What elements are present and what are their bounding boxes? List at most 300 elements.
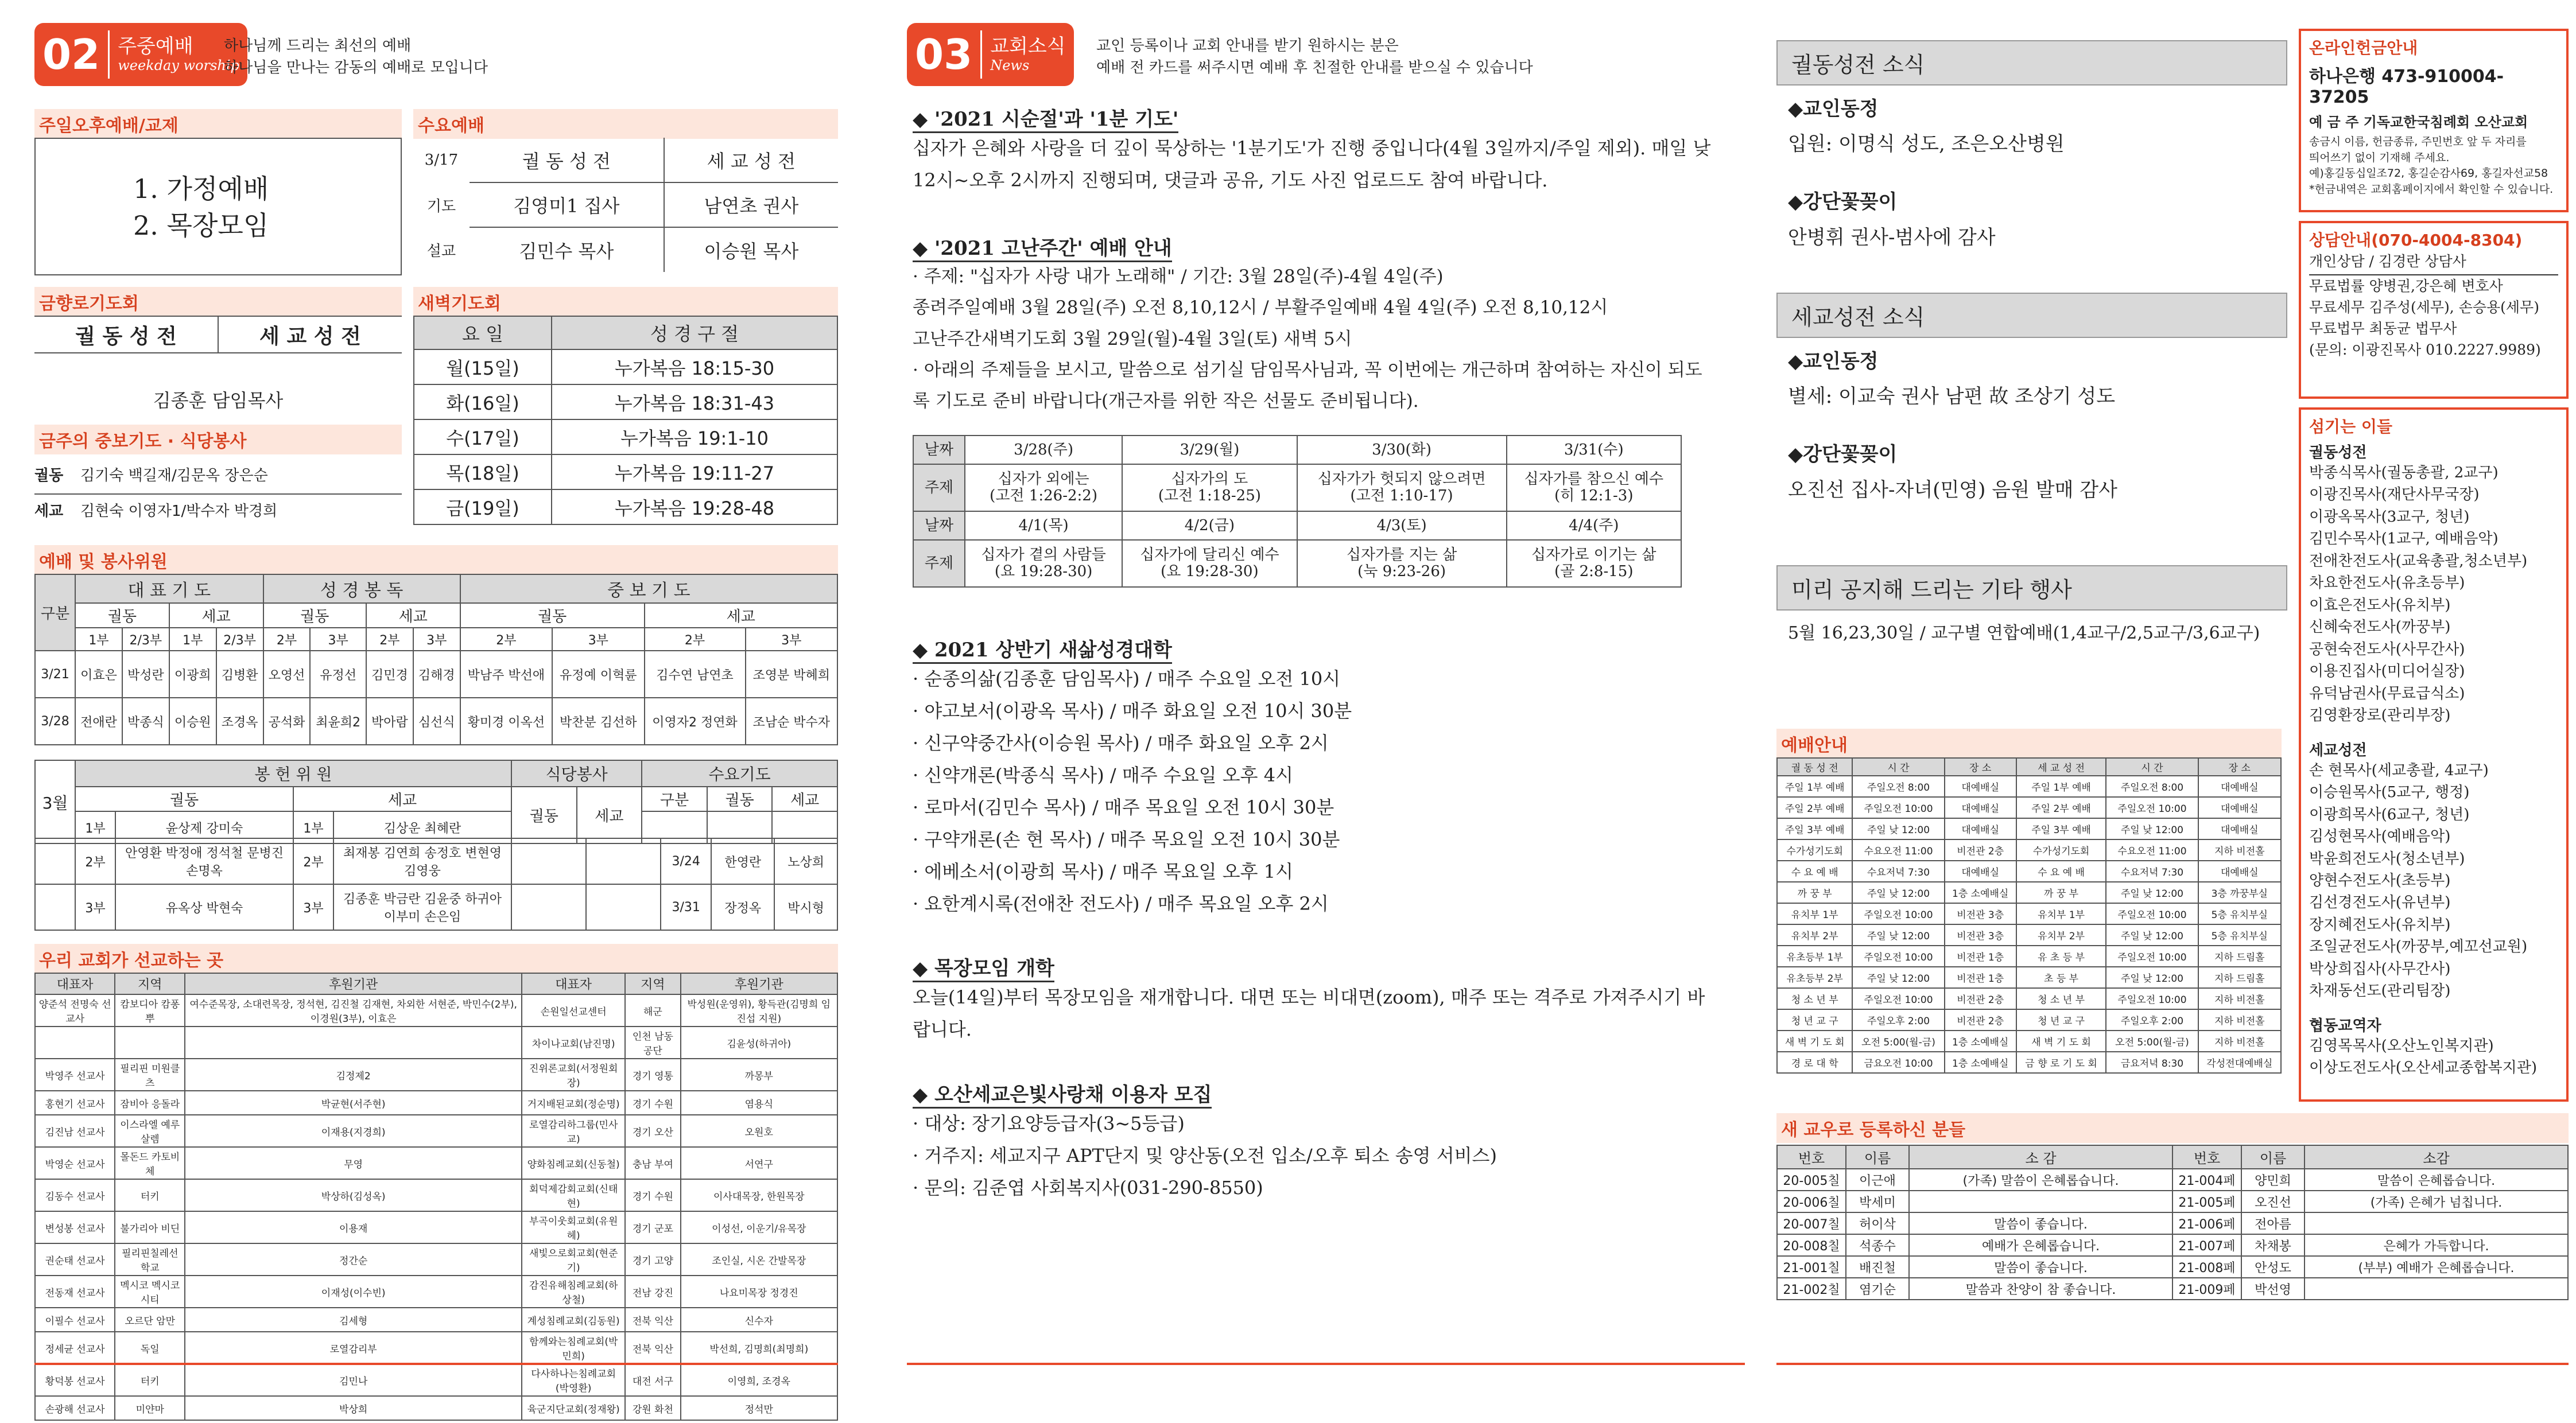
table-cell: 양민희 — [2241, 1169, 2305, 1191]
table-cell: 박균현(서주현) — [185, 1091, 522, 1115]
table-cell: 황덕봉 선교사 — [35, 1364, 115, 1396]
table-cell: 주일오전 10:00 — [1852, 988, 1944, 1009]
list-item: 이광진목사(재단사무국장) — [2309, 486, 2480, 504]
list-item: 차재동선도(관리팀장) — [2309, 982, 2451, 1000]
footer-rule — [34, 1363, 838, 1365]
table-cell: 유치부 1부 — [2016, 903, 2106, 924]
section-intro: 하나님께 드리는 최선의 예배 하나님을 만나는 감동의 예배로 모입니다 — [224, 37, 488, 76]
table-row — [1777, 1278, 2568, 1300]
table-cell: 수요저녁 7:30 — [1852, 861, 1944, 882]
table-cell: 21-006페 — [2172, 1212, 2241, 1234]
table-cell: 정세균 선교사 — [35, 1332, 115, 1364]
table-cell: 여수준목장, 소대련목장, 정석현, 김진철 김재현, 차외한 서현준, 박민수(2부), 이경원(3부), 이효은 — [185, 994, 522, 1027]
page-02 — [34, 11, 838, 1416]
table-cell: 조인실, 시온 간발목장 — [681, 1243, 837, 1276]
table-cell: 지하 비전홀 — [2198, 1009, 2281, 1031]
table-cell: 은혜가 가득합니다. — [2305, 1234, 2568, 1256]
dawn-table: 요 일 성 경 구 절 월(15일) 누가복음 18:15-30 화(16일) 누가복음 18:31-43 수(17일) 누가복음 19:1-10 목(18일) 누가복음 19:11-27 금(19일) 누가복음 19:28-48 — [413, 316, 838, 525]
table-cell: 멕시코 멕시코시티 — [115, 1276, 185, 1308]
lent-title: ◆ '2021 시순절'과 '1분 기도' — [913, 103, 1178, 133]
table-cell: 청 년 교 구 — [1777, 1009, 1852, 1031]
table-cell — [185, 1027, 522, 1059]
table-cell: 나요미목장 정경진 — [681, 1276, 837, 1308]
list-item: · 구약개론(손 현 목사) / 매주 목요일 오전 10시 30분 — [913, 829, 1340, 850]
section-intro: 교인 등록이나 교회 안내를 받기 원하시는 분은 예배 전 카드를 써주시면 예배 후 친절한 안내를 받으실 수 있습니다 — [1096, 37, 1533, 76]
table-cell: 주일 낮 12:00 — [2106, 818, 2198, 839]
table-row — [35, 1243, 837, 1276]
table-cell: 지하 비전홀 — [2198, 1031, 2281, 1052]
table-cell: 로열감리하그룹(민사교) — [522, 1115, 625, 1147]
table-cell: 말씀이 은혜롭습니다. — [2305, 1169, 2568, 1191]
table-cell: 주일오전 8:00 — [2106, 776, 2198, 797]
table-cell: 박선희, 김명희(최명희) — [681, 1332, 837, 1364]
table-cell: 유초등부 2부 — [1777, 967, 1852, 988]
table-cell: 경기 수원 — [625, 1179, 680, 1211]
table-cell — [115, 1027, 185, 1059]
list-item: 전애찬전도사(교육총괄,청소년부) — [2309, 552, 2528, 570]
table-cell: 터키 — [115, 1364, 185, 1396]
table-cell: 20-006칠 — [1777, 1191, 1846, 1212]
table-cell — [2305, 1212, 2568, 1234]
table-cell: 주일오전 8:00 — [1852, 776, 1944, 797]
table-row — [35, 1211, 837, 1243]
mission-header: 우리 교회가 선교하는 곳 — [34, 944, 838, 974]
list-item: · 신구약중간사(이승원 목사) / 매주 화요일 오후 2시 — [913, 732, 1329, 754]
cell-group-body: 오늘(14일)부터 목장모임을 재개합니다. 대면 또는 비대면(zoom), 매주 또는 격주로 가져주시기 바랍니다. — [913, 986, 1705, 1040]
cell-group-title: ◆ 목장모임 개학 — [913, 952, 1054, 982]
servants-table: 구분 대 표 기 도 성 경 봉 독 중 보 기 도 궐동 세교 궐동 세교 궐동 세교 1부 2/3부 1부 2/3부 2부 3부 2부 3부 2부 3부 2부 3부 3/21 이효은 박성란 이광희 김병환 오영선 유정선 김민경 김해경 박남주 박선애 유정예 이혁륜 김수연 남연초 조영분 박혜희 3/28 전애란 박종식 이승원 조경옥 공석화 최윤희2 박아람 심선식 황미경 이옥선 박찬분 김선하 이영자2 정연화 조남순 박수자 — [34, 574, 838, 745]
table-cell: 몰돈드 카토비체 — [115, 1147, 185, 1179]
table-cell: 김동수 선교사 — [35, 1179, 115, 1211]
table-cell: 1층 소예배실 — [1945, 882, 2016, 903]
table-cell: 이성선, 이운기/유목장 — [681, 1211, 837, 1243]
counseling-box: 상담안내(070-4004-8304) 개인상담 / 김경란 상담사 무료법률 양병권,강은혜 변호사 무료세무 김주성(세무), 손승용(세무) 무료법무 최동균 법무사 (문의: 이광진목사 010.2227.9989) — [2299, 221, 2569, 399]
list-item: 손 현목사(세교총괄, 4교구) — [2309, 761, 2489, 779]
table-cell: 주일오전 10:00 — [2106, 988, 2198, 1009]
table-cell: 비전관 1층 — [1945, 946, 2016, 967]
table-row — [35, 994, 837, 1027]
table-cell: 주일오전 10:00 — [2106, 903, 2198, 924]
table-cell: 예배가 은혜롭습니다. — [1909, 1234, 2172, 1256]
table-row — [1777, 882, 2281, 903]
table-cell: 주일 낮 12:00 — [2106, 882, 2198, 903]
passion-week-body: · 주제: "십자가 사랑 내가 노래해" / 기간: 3월 28일(주)-4월 4일(주) 종려주일예배 3월 28일(주) 오전 8,10,12시 / 부활주일예배 4월 4일(주) 오전 8,10,12시 고난주간새벽기도회 3월 29일(월)-4월 3일(토) 새벽 5시 · 아래의 주제들을 보시고, 말씀으로 섬기실 담임목사님과, 꼭 이번에는 개근하며 참여하는 자신이 되도록 기도로 준비 바랍니다(개근자를 위한 작은 선물도 준비됩니다). — [913, 266, 1702, 411]
table-row — [1777, 946, 2281, 967]
table-cell: 김정제2 — [185, 1059, 522, 1091]
intercession-body: 궐동 김기숙 백길재/김문옥 장은순 세교 김현숙 이영자1/박수자 박경희 — [34, 459, 402, 529]
table-cell: 양화침례교회(신동철) — [522, 1147, 625, 1179]
table-cell: 주일오전 10:00 — [2106, 946, 2198, 967]
table-cell: 미얀마 — [115, 1396, 185, 1420]
table-cell: 경기 수원 — [625, 1091, 680, 1115]
table-row — [35, 1147, 837, 1179]
table-cell: 금 향 로 기 도 회 — [2016, 1052, 2106, 1073]
table-cell: 1층 소예배실 — [1945, 1052, 2016, 1073]
table-row — [1777, 1212, 2568, 1234]
table-cell: 차채봉 — [2241, 1234, 2305, 1256]
table-cell: 오원호 — [681, 1115, 837, 1147]
table-row — [35, 1396, 837, 1420]
table-cell: 오르단 암만 — [115, 1308, 185, 1332]
footer-rule — [1776, 1363, 2569, 1365]
table-cell: 김윤성(하귀아) — [681, 1027, 837, 1059]
table-cell: 오전 5:00(월-금) — [2106, 1031, 2198, 1052]
list-item: 김영환장로(관리부장) — [2309, 707, 2451, 725]
table-cell: 20-008칠 — [1777, 1234, 1846, 1256]
table-cell: 주일 1부 예배 — [1777, 776, 1852, 797]
table-cell: 1층 소예배실 — [1945, 1031, 2016, 1052]
table-cell: 주일 2부 예배 — [2016, 797, 2106, 818]
table-cell: 까몽부 — [681, 1059, 837, 1091]
table-cell: 로열감리부 — [185, 1332, 522, 1364]
list-item: 조일균전도사(까꿍부,예꼬선교원) — [2309, 938, 2528, 956]
table-cell: 차이나교회(남진명) — [522, 1027, 625, 1059]
list-item: · 로마서(김민수 목사) / 매주 목요일 오전 10시 30분 — [913, 796, 1334, 818]
table-cell: 정석만 — [681, 1396, 837, 1420]
page-03 — [907, 11, 1745, 1412]
table-cell: 필리핀칠레선학교 — [115, 1243, 185, 1276]
table-cell: 진위론교회(서정원회장) — [522, 1059, 625, 1091]
list-item: 김영목목사(오산노인복지관) — [2309, 1037, 2494, 1055]
table-cell: 경기 영통 — [625, 1059, 680, 1091]
list-item: 차요한전도사(유초등부) — [2309, 574, 2465, 592]
table-cell: 주일 낮 12:00 — [1852, 818, 1944, 839]
table-cell: 수요저녁 7:30 — [2106, 861, 2198, 882]
footer-rule — [907, 1363, 1745, 1365]
table-cell: 전북 익산 — [625, 1308, 680, 1332]
table-cell: 손원일선교센터 — [522, 994, 625, 1027]
table-cell: 이용재 — [185, 1211, 522, 1243]
passion-week-table: 날짜 3/28(주) 3/29(월) 3/30(화) 3/31(수) 주제 십자가 외에는 (고전 1:26-2:2) 십자가의 도 (고전 1:18-25) 십자가가 헛되지 않으려면 (고전 1:10-17) 십자가를 참으신 예수 (히 12:1-3) 날짜 4/1(목) 4/2(금) 4/3(토) 4/4(주) 주제 십자가 곁의 사람들 (요 19:28-30) 십자가에 달리신 예수 (요 19:28-30) 십자가를 지는 삶 (눅 9:23-26) 십자가로 이기는 삶 (골 2:8-15) — [913, 435, 1682, 588]
list-item: · 거주지: 세교지구 APT단지 및 양산동(오전 입소/오후 퇴소 송영 서비스) — [913, 1145, 1497, 1167]
events-body: 5월 16,23,30일 / 교구별 연합예배(1,4교구/2,5교구/3,6교구) — [1788, 623, 2260, 643]
table-row — [1777, 1031, 2281, 1052]
daycare-list — [913, 1107, 1716, 1204]
offering-rows: 2부 안영환 박정애 정석철 문병진 손명옥 2부 최재봉 김연희 송정호 변현영 김영웅 3/24 한영란 노상희 3부 유옥상 박현숙 3부 김종훈 박금란 김윤중 하귀아 이부미 손은임 3/31 장정옥 박시형 — [34, 838, 838, 931]
table-cell: 지하 비전홀 — [2198, 839, 2281, 861]
table-cell: 유치부 1부 — [1777, 903, 1852, 924]
table-row — [35, 1179, 837, 1211]
kw-news-title: 궐동성전 소식 — [1776, 40, 2287, 85]
table-cell: 허이삭 — [1846, 1212, 1909, 1234]
table-cell: 안성도 — [2241, 1256, 2305, 1278]
table-cell: 강원 화천 — [625, 1396, 680, 1420]
list-item: 김선경전도사(유년부) — [2309, 894, 2451, 912]
table-cell: 전남 강진 — [625, 1276, 680, 1308]
table-row — [1777, 1234, 2568, 1256]
table-cell: 필리핀 미원클츠 — [115, 1059, 185, 1091]
table-cell: 대예배실 — [2198, 861, 2281, 882]
table-cell: 비전관 2층 — [1945, 1009, 2016, 1031]
table-row — [1777, 861, 2281, 882]
table-cell: 계성침례교회(김동원) — [522, 1308, 625, 1332]
bible-college-list — [913, 663, 1716, 920]
table-cell: 주일 낮 12:00 — [2106, 967, 2198, 988]
table-cell: 캄보디아 캄퐁뿌 — [115, 994, 185, 1027]
table-cell: 대예배실 — [2198, 818, 2281, 839]
list-item: · 요한계시록(전애찬 전도사) / 매주 목요일 오후 2시 — [913, 893, 1329, 915]
wednesday-header: 수요예배 — [413, 109, 838, 139]
table-cell — [2305, 1278, 2568, 1300]
table-cell: 이사대목장, 한원목장 — [681, 1179, 837, 1211]
table-cell: 주일 3부 예배 — [1777, 818, 1852, 839]
newcomers-table: 번호 이름 소 감 번호 이름 소감 20-005칠 이근애 (가족) 말씀이 은혜롭습니다. 21-004페 양민희 말씀이 은혜롭습니다. 20-006칠 박세미 21-005페 오진선 (가족) 은혜가 넘칩니다. 20-007칠 허이삭 말씀이 좋습니다. 21-006페 전아름 20-008칠 석종수 예배가 은혜롭습니다. 21-007페 차채봉 은혜가 가득합니다. 21-001칠 배진철 말씀이 좋습니다. 21-008페 안성도 (부부) 예배가 은혜롭습니다. 21-002칠 염기순 말씀과 찬양이 참 좋습니다. 21-009페 박선영 — [1776, 1145, 2569, 1300]
table-cell: 박영주 선교사 — [35, 1059, 115, 1091]
friday-header: 금향로기도회 — [34, 287, 402, 317]
table-cell: 주일 낮 12:00 — [1852, 924, 1944, 946]
table-cell: 이근애 — [1846, 1169, 1909, 1191]
section-title: 주중예배 — [118, 34, 193, 58]
table-row — [35, 1308, 837, 1332]
table-cell: 거지배된교회(정순명) — [522, 1091, 625, 1115]
table-row — [1777, 776, 2281, 797]
table-cell: 양준석 전명숙 선교사 — [35, 994, 115, 1027]
table-cell: 주일 1부 예배 — [2016, 776, 2106, 797]
table-cell: 전북 익산 — [625, 1332, 680, 1364]
table-cell: 수 요 예 배 — [2016, 861, 2106, 882]
table-cell: 이필수 선교사 — [35, 1308, 115, 1332]
table-row — [1777, 903, 2281, 924]
table-cell: 21-008페 — [2172, 1256, 2241, 1278]
table-row — [1777, 1191, 2568, 1212]
table-cell: 주일오후 2:00 — [1852, 1009, 1944, 1031]
events-title: 미리 공지해 드리는 기타 행사 — [1776, 565, 2287, 611]
table-cell: 대예배실 — [1945, 818, 2016, 839]
table-cell: (부부) 예배가 은혜롭습니다. — [2305, 1256, 2568, 1278]
table-cell: 부곡이웃회교회(유원헤) — [522, 1211, 625, 1243]
table-cell: 주일 2부 예배 — [1777, 797, 1852, 818]
table-cell: 대예배실 — [2198, 797, 2281, 818]
online-offering-box: 온라인헌금안내 하나은행 473-910004-37205 예 금 주 기독교한국침례회 오산교회 송금시 이름, 헌금종류, 주민번호 앞 두 자리를 띄어쓰기 없이 기재해 주세요. 예)홍길동십일조72, 홍길순감사69, 홍길자선교58 *헌금내역은 교회홈페이지에서 확인할 수 있습니다. — [2299, 29, 2569, 212]
table-cell: 3층 까꿍부실 — [2198, 882, 2281, 903]
sunday-pm-box: 1. 가정예배 2. 목장모임 — [34, 138, 402, 275]
table-cell: 변성봉 선교사 — [35, 1211, 115, 1243]
table-cell: 인천 남동공단 — [625, 1027, 680, 1059]
table-cell: 함께와는침례교회(박민희) — [522, 1332, 625, 1364]
section-title: 교회소식 — [990, 34, 1066, 58]
table-cell: 유 초 등 부 — [2016, 946, 2106, 967]
list-item: 장지혜전도사(유치부) — [2309, 916, 2451, 934]
table-cell: 금요저녁 8:30 — [2106, 1052, 2198, 1073]
table-cell: 서연구 — [681, 1147, 837, 1179]
table-cell: 육군지단교회(정재왕) — [522, 1396, 625, 1420]
table-cell: 박상희 — [185, 1396, 522, 1420]
worship-guide-header: 예배안내 — [1776, 729, 2282, 759]
list-item: 신혜숙전도사(까꿍부) — [2309, 619, 2451, 636]
list-item: 공현숙전도사(사무간사) — [2309, 640, 2465, 658]
kw-news-body: ◆교인동정 입원: 이명식 성도, 조은오산병원 ◆강단꽃꽂이 안병휘 권사-범사에 감사 — [1788, 98, 2065, 249]
table-cell: 대예배실 — [1945, 861, 2016, 882]
table-cell: 경기 군포 — [625, 1211, 680, 1243]
list-item: 김성현목사(예배음악) — [2309, 828, 2451, 846]
table-cell: 21-001칠 — [1777, 1256, 1846, 1278]
table-cell: 지하 드림홀 — [2198, 967, 2281, 988]
table-cell: 21-009페 — [2172, 1278, 2241, 1300]
table-cell: 수요오전 11:00 — [2106, 839, 2198, 861]
list-item: 이상도전도사(오산세교종합복지관) — [2309, 1059, 2538, 1077]
sunday-pm-header: 주일오후예배/교제 — [34, 109, 402, 139]
sg-news-body: ◆교인동정 별세: 이교숙 권사 남편 故 조상기 성도 ◆강단꽃꽂이 오진선 집사-자녀(민영) 음원 발매 감사 — [1788, 350, 2117, 501]
table-cell: 경 로 대 학 — [1777, 1052, 1852, 1073]
sg-news-title: 세교성전 소식 — [1776, 293, 2287, 338]
lent-body: 십자가 은혜와 사랑을 더 깊이 묵상하는 '1분기도'가 진행 중입니다(4월 3일까지/주일 제외). 매일 낮 12시~오후 2시까지 진행되며, 댓글과 공유, 기도 사진 업로드도 참여 바랍니다. — [913, 137, 1711, 191]
table-cell — [1909, 1191, 2172, 1212]
list-item: 이승원목사(5교구, 행정) — [2309, 784, 2470, 802]
table-cell: 21-004페 — [2172, 1169, 2241, 1191]
newcomers-header: 새 교우로 등록하신 분들 — [1776, 1113, 2569, 1143]
page-04 — [1776, 11, 2569, 1412]
table-cell: 주일오전 10:00 — [1852, 903, 1944, 924]
table-cell: 주일오전 10:00 — [2106, 797, 2198, 818]
table-cell: 새빛으로회교회(현준기) — [522, 1243, 625, 1276]
section-badge — [907, 23, 1074, 86]
table-cell: 수가성기도회 — [1777, 839, 1852, 861]
intercession-header: 금주의 중보기도 · 식당봉사 — [34, 425, 402, 454]
table-row — [1777, 1009, 2281, 1031]
dawn-header: 새벽기도회 — [413, 287, 838, 317]
table-cell: 21-005페 — [2172, 1191, 2241, 1212]
table-row — [1777, 1052, 2281, 1073]
table-cell: 이재성(이수빈) — [185, 1276, 522, 1308]
table-cell: 주일 낮 12:00 — [2106, 924, 2198, 946]
table-row — [1777, 1256, 2568, 1278]
table-cell: 박영순 선교사 — [35, 1147, 115, 1179]
table-cell: 불가리아 비딘 — [115, 1211, 185, 1243]
table-cell: 비전관 3층 — [1945, 903, 2016, 924]
table-cell: 5층 유치부실 — [2198, 903, 2281, 924]
table-cell: 유치부 2부 — [1777, 924, 1852, 946]
table-cell: 21-007페 — [2172, 1234, 2241, 1256]
table-cell: 박세미 — [1846, 1191, 1909, 1212]
list-item: · 신약개론(박종식 목사) / 매주 수요일 오후 4시 — [913, 764, 1293, 786]
section-badge — [34, 23, 247, 86]
table-cell: 대전 서구 — [625, 1364, 680, 1396]
table-cell: 주일 3부 예배 — [2016, 818, 2106, 839]
bible-college-title: ◆ 2021 상반기 새삶성경대학 — [913, 634, 1172, 664]
table-cell: 이영희, 조경옥 — [681, 1364, 837, 1396]
table-cell: 수가성기도회 — [2016, 839, 2106, 861]
table-cell: 이스라엘 예루살렘 — [115, 1115, 185, 1147]
table-cell: 5층 유치부실 — [2198, 924, 2281, 946]
table-cell: 말씀과 찬양이 참 좋습니다. — [1909, 1278, 2172, 1300]
table-cell: 터키 — [115, 1179, 185, 1211]
table-cell: 오전 5:00(월-금) — [1852, 1031, 1944, 1052]
list-item: 유덕남권사(무료급식소) — [2309, 685, 2465, 702]
table-cell: 비전관 3층 — [1945, 924, 2016, 946]
table-cell: 감진유해침례교회(하상철) — [522, 1276, 625, 1308]
passion-week-title: ◆ '2021 고난주간' 예배 안내 — [913, 232, 1172, 262]
table-cell: 다사하나는침례교회(박영환) — [522, 1364, 625, 1396]
table-row — [35, 1276, 837, 1308]
table-cell: (가족) 말씀이 은혜롭습니다. — [1909, 1169, 2172, 1191]
list-item: 이광옥목사(3교구, 청년) — [2309, 508, 2470, 526]
list-item: 박상희집사(사무간사) — [2309, 960, 2451, 978]
table-cell: 정간순 — [185, 1243, 522, 1276]
table-cell: 비전관 2층 — [1945, 988, 2016, 1009]
worship-guide-table: 궐 동 성 전 시 간 장 소 세 교 성 전 시 간 장 소 주일 1부 예배 주일오전 8:00 대예배실 주일 1부 예배 주일오전 8:00 대예배실 주일 2부 예배 주일오전 10:00 대예배실 주일 2부 예배 주일오전 10:00 대예배실 주일 3부 예배 주일 낮 12:00 대예배실 주일 3부 예배 주일 낮 12:00 대예배실 수가성기도회 수요오전 11:00 비전관 2층 수가성기도회 수요오전 11:00 지하 비전홀 수 요 예 배 수요저녁 7:30 대예배실 수 요 예 배 수요저녁 7:30 대예배실 까 꿍 부 주일 낮 12:00 1층 소예배실 까 꿍 부 주일 낮 12:00 3층 까꿍부실 유치부 1부 주일오전 10:00 비전관 3층 유치부 1부 주일오전 10:00 5층 유치부실 유치부 2부 주일 낮 12:00 비전관 3층 유치부 2부 주일 낮 12:00 5층 유치부실 유초등부 1부 주일오전 10:00 비전관 1층 유 초 등 부 주일오전 10:00 지하 드림홀 유초등부 2부 주일 낮 12:00 비전관 1층 초 등 부 주일 낮 12:00 지하 드림홀 청 소 년 부 주일오전 10:00 비전관 2층 청 소 년 부 주일오전 10:00 지하 비전홀 청 년 교 구 주일오후 2:00 비전관 2층 청 년 교 구 주일오후 2:00 지하 비전홀 새 벽 기 도 회 오전 5:00(월-금) 1층 소예배실 새 벽 기 도 회 오전 5:00(월-금) 지하 비전홀 경 로 대 학 금요오전 10:00 1층 소예배실 금 향 로 기 도 회 금요저녁 8:30 각성전대예배실 — [1776, 757, 2282, 1074]
table-cell: 주일 낮 12:00 — [1852, 967, 1944, 988]
table-row — [35, 1059, 837, 1091]
table-row — [1777, 818, 2281, 839]
table-row — [1777, 839, 2281, 861]
table-cell: 김진남 선교사 — [35, 1115, 115, 1147]
table-cell: 박상하(김성옥) — [185, 1179, 522, 1211]
table-cell: 비전관 2층 — [1945, 839, 2016, 861]
table-cell: 20-007칠 — [1777, 1212, 1846, 1234]
section-number: 02 — [34, 30, 110, 79]
table-cell: 경기 고양 — [625, 1243, 680, 1276]
table-cell: 대예배실 — [1945, 776, 2016, 797]
list-item: 박윤희전도사(청소년부) — [2309, 850, 2465, 868]
table-cell: 까 꿍 부 — [1777, 882, 1852, 903]
section-subtitle: News — [990, 57, 1030, 73]
table-row — [1777, 988, 2281, 1009]
table-cell: 초 등 부 — [2016, 967, 2106, 988]
table-cell: 청 년 교 구 — [2016, 1009, 2106, 1031]
list-item: · 대상: 장기요양등급자(3~5등급) — [913, 1113, 1185, 1134]
list-item: · 순종의삶(김종훈 담임목사) / 매주 수요일 오전 10시 — [913, 668, 1341, 690]
servers-box: 섬기는 이들 궐동성전 박종식목사(궐동총괄, 2교구) 이광진목사(재단사무국장) 이광옥목사(3교구, 청년) 김민수목사(1교구, 예배음악) 전애찬전도사(교육총괄,청소년부) 차요한전도사(유초등부) 이효은전도사(유치부) 신혜숙전도사(까꿍부) 공현숙전도사(사무간사) 이용진집사(미디어실장) 유덕남권사(무료급식소) 김영환장로(관리부장) 세교성전 손 현목사(세교총괄, 4교구) 이승원목사(5교구, 행정) 이광희목사(6교구, 청년) 김성현목사(예배음악) 박윤희전도사(청소년부) 양현수전도사(초등부) 김선경전도사(유년부) 장지혜전도사(유치부) 조일균전도사(까꿍부,예꼬선교원) 박상희집사(사무간사) 차재동선도(관리팀장) 협동교역자 김영목목사(오산노인복지관) 이상도전도사(오산세교종합복지관) — [2299, 407, 2569, 1102]
table-cell: 오진선 — [2241, 1191, 2305, 1212]
table-cell: 주일 낮 12:00 — [1852, 882, 1944, 903]
table-cell: 까 꿍 부 — [2016, 882, 2106, 903]
list-item: · 문의: 김준엽 사회복지사(031-290-8550) — [913, 1177, 1263, 1199]
table-cell: 전아름 — [2241, 1212, 2305, 1234]
table-cell: 각성전대예배실 — [2198, 1052, 2281, 1073]
table-cell: 박선영 — [2241, 1278, 2305, 1300]
table-cell: 독일 — [115, 1332, 185, 1364]
list-item: 이용진집사(미디어실장) — [2309, 663, 2465, 681]
table-cell: 지하 비전홀 — [2198, 988, 2281, 1009]
table-row — [1777, 924, 2281, 946]
list-item: 김민수목사(1교구, 예배음악) — [2309, 530, 2499, 548]
list-item: 양현수전도사(초등부) — [2309, 872, 2451, 889]
table-cell: 주일오후 2:00 — [2106, 1009, 2198, 1031]
table-cell: 금요오전 10:00 — [1852, 1052, 1944, 1073]
table-cell: 청 소 년 부 — [2016, 988, 2106, 1009]
table-row — [35, 1115, 837, 1147]
offering-table: 3월 봉 헌 위 원 식당봉사 수요기도 궐동 세교 궐동 세교 구분 궐동 세교 1부 윤상제 강미숙 1부 김상운 최혜란 — [34, 760, 838, 844]
table-cell: (가족) 은혜가 넘칩니다. — [2305, 1191, 2568, 1212]
table-cell: 비전관 1층 — [1945, 967, 2016, 988]
list-item: · 야고보서(이광옥 목사) / 매주 화요일 오전 10시 30분 — [913, 700, 1352, 722]
table-cell: 배진철 — [1846, 1256, 1909, 1278]
table-cell: 충남 부여 — [625, 1147, 680, 1179]
table-cell: 청 소 년 부 — [1777, 988, 1852, 1009]
table-cell: 말씀이 좋습니다. — [1909, 1212, 2172, 1234]
table-cell: 염기순 — [1846, 1278, 1909, 1300]
table-cell: 수 요 예 배 — [1777, 861, 1852, 882]
table-cell: 대예배실 — [2198, 776, 2281, 797]
wednesday-table: 3/17 궐 동 성 전 세 교 성 전 기도 김영미1 집사 남연초 권사 설교 김민수 목사 이승원 목사 — [413, 138, 838, 272]
table-cell: 경기 오산 — [625, 1115, 680, 1147]
table-cell: 이재용(지경희) — [185, 1115, 522, 1147]
friday-table: 궐 동 성 전 세 교 성 전 김종훈 담임목사 — [34, 316, 402, 445]
table-row — [35, 1091, 837, 1115]
table-cell: 유치부 2부 — [2016, 924, 2106, 946]
table-row — [1777, 797, 2281, 818]
section-number: 03 — [907, 30, 982, 79]
table-cell: 박성원(운영위), 황득관(김명희 임진섭 지원) — [681, 994, 837, 1027]
table-cell: 유초등부 1부 — [1777, 946, 1852, 967]
table-cell: 석종수 — [1846, 1234, 1909, 1256]
table-cell: 잠비아 응돌라 — [115, 1091, 185, 1115]
table-cell: 무영 — [185, 1147, 522, 1179]
table-cell: 새 벽 기 도 회 — [2016, 1031, 2106, 1052]
table-cell — [35, 1027, 115, 1059]
table-cell: 전동재 선교사 — [35, 1276, 115, 1308]
mission-table: 대표자 지역 후원기관 대표자 지역 후원기관 양준석 전명숙 선교사 캄보디아 캄퐁뿌 여수준목장, 소대련목장, 정석현, 김진철 김재현, 차외한 서현준, 박민수(2부), 이경원(3부), 이효은 손원일선교센터 해군 박성원(운영위), 황득관(김명희 임진섭 지원) 차이나교회(남진명) 인천 남동공단 김윤성(하귀아) 박영주 선교사 필리핀 미원클츠 김정제2 진위론교회(서정원회장) 경기 영통 까몽부 홍현기 선교사 잠비아 응돌라 박균현(서주현) 거지배된교회(정순명) 경기 수원 염용식 김진남 선교사 이스라엘 예루살렘 이재용(지경희) 로열감리하그룹(민사교) 경기 오산 오원호 박영순 선교사 몰돈드 카토비체 무영 양화침례교회(신동철) 충남 부여 서연구 김동수 선교사 터키 박상하(김성옥) 회덕제감회교회(신태현) 경기 수원 이사대목장, 한원목장 변성봉 선교사 불가리아 비딘 이용재 부곡이웃회교회(유원헤) 경기 군포 이성선, 이운기/유목장 권순태 선교사 필리핀칠레선학교 정간순 새빛으로회교회(현준기) 경기 고양 조인실, 시온 간발목장 전동재 선교사 멕시코 멕시코시티 이재성(이수빈) 감진유해침례교회(하상철) 전남 강진 나요미목장 정경진 이필수 선교사 오르단 암만 김세형 계성침례교회(김동원) 전북 익산 신수자 정세균 선교사 독일 로열감리부 함께와는침례교회(박민희) 전북 익산 박선희, 김명희(최명희) 황덕봉 선교사 터키 김민나 다사하나는침례교회(박영환) 대전 서구 이영희, 조경옥 손광해 선교사 미얀마 박상희 육군지단교회(정재왕) 강원 화천 정석만 — [34, 973, 838, 1421]
